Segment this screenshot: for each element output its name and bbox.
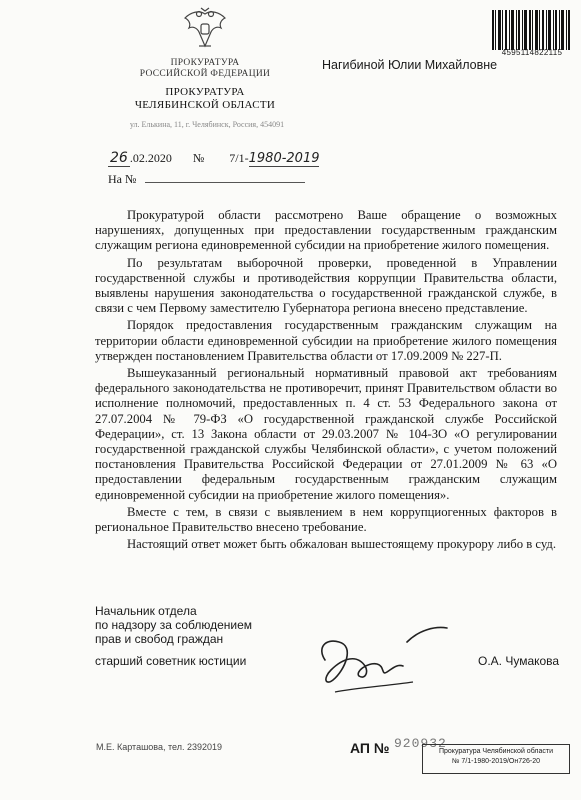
signer-title-3: прав и свобод граждан [95, 632, 224, 646]
body-paragraph: Настоящий ответ может быть обжалован вышестоящему прокурору либо в суд. [127, 537, 557, 552]
body-paragraph: По результатам выборочной проверки, проведенной в Управлении государственной службы и противодействия коррупции Правительства области, выявлены нарушения законодательства о государственной гражданской службе, в связи с чем Первому заместителю Губернатора региона внесено представление. [95, 255, 557, 316]
ap-label: АП № [350, 740, 390, 756]
reference-blank [145, 182, 305, 183]
office-line-1: ПРОКУРАТУРА [165, 86, 245, 98]
date-day: 26 [110, 150, 128, 166]
number-handwritten: 1980-2019 [248, 151, 320, 166]
outgoing-date [108, 150, 319, 166]
number-label: № [192, 151, 205, 165]
office-address: ул. Елькина, 11, г. Челябинск, Россия, 454091 [129, 120, 285, 129]
reference-label: На № [108, 172, 137, 186]
signer-rank: старший советник юстиции [95, 654, 247, 668]
signer-name: О.А. Чумакова [478, 654, 560, 668]
body-paragraph: Вместе с тем, в связи с выявлением в нем коррупциогенных факторов в региональное Правительство внесено требование. [95, 504, 557, 535]
registration-stamp [422, 744, 570, 774]
office-line-2: ЧЕЛЯБИНСКОЙ ОБЛАСТИ [134, 99, 276, 111]
barcode-icon [492, 10, 572, 50]
stamp-line-1: Прокуратура Челябинской области [438, 748, 553, 755]
signer-title-1: Начальник отдела [95, 604, 197, 618]
ap-number: 920932 [394, 736, 447, 751]
date-month-year: .02.2020 [129, 151, 172, 165]
org-line-2: РОССИЙСКОЙ ФЕДЕРАЦИИ [139, 69, 271, 79]
number-printed: 7/1- [229, 151, 249, 165]
executor-info: М.Е. Карташова, тел. 2392019 [96, 742, 223, 752]
eagle-emblem-icon [177, 6, 233, 52]
body-paragraph: Прокуратурой области рассмотрено Ваше обращение о возможных нарушениях, допущенных при предоставлении государственным гражданским служащим региона единовременной субсидии на приобретение жилого помещения. [95, 208, 557, 253]
barcode-number: 4595114822115 [501, 48, 563, 57]
handwritten-signature-icon [295, 612, 465, 702]
reference-line [108, 172, 305, 187]
recipient-name: Нагибиной Юлии Михайловне [322, 58, 498, 72]
stamp-line-2: № 7/1-1980-2019/Он726-20 [451, 758, 541, 765]
signer-title-2: по надзору за соблюдением [95, 618, 253, 632]
org-line-1: ПРОКУРАТУРА [170, 58, 240, 68]
letter-body [95, 208, 557, 554]
body-paragraph: Вышеуказанный региональный нормативный правовой акт требованиям федерального законодательства не противоречит, принят Правительством области во исполнение полномочий, предоставленных п. 4 ст. 53 Федерального закона от 27.07.2004 № 79-ФЗ «О государственной гражданской службе Российской Федерации», ст. 13 Закона области от 29.03.2007 № 104-ЗО «О регулировании государственной гражданской службы Челябинской области», с учетом положений постановления Правительства Российской Федерации от 27.01.2009 № 63 «О предоставлении федеральным государственным гражданским служащим единовременной субсидии на приобретение жилого помещения». [95, 366, 557, 502]
body-paragraph: Порядок предоставления государственным гражданским служащим на территории области единовременной субсидии на приобретение жилого помещения утвержден постановлением Правительства области от 17.09.2009 № 227-П. [95, 318, 557, 363]
